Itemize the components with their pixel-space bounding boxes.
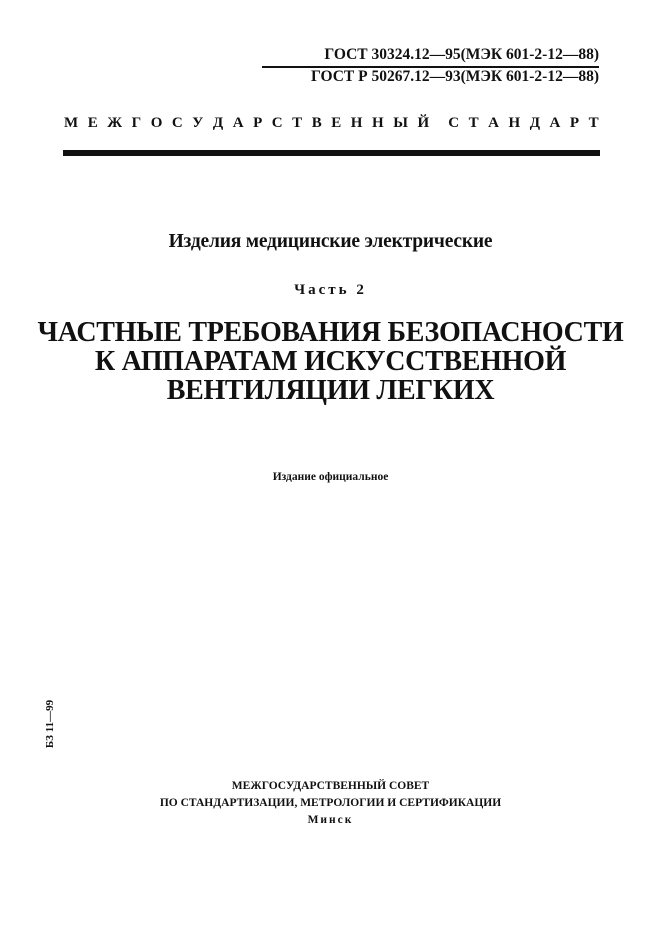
standard-type-letter: Г [131, 115, 142, 131]
standard-type-letter: А [488, 115, 499, 131]
standard-type-letter: У [192, 115, 204, 131]
standard-type-letter: Е [87, 115, 98, 131]
side-code: БЗ 11—99 [44, 699, 56, 749]
standard-type-label [64, 115, 599, 132]
standard-type-letter: С [448, 115, 460, 131]
standard-type-letter: Т [588, 115, 599, 131]
document-title [0, 318, 661, 405]
publisher-line-1: МЕЖГОСУДАРСТВЕННЫЙ СОВЕТ [231, 780, 430, 792]
standard-type-letter: Т [292, 115, 303, 131]
standard-type-letter: Д [529, 115, 541, 131]
standard-type-letter: Н [350, 115, 363, 131]
standard-type-letter: Н [508, 115, 521, 131]
gost-divider [262, 66, 599, 68]
standard-type-letter: Д [212, 115, 224, 131]
standard-type-letter: М [64, 115, 79, 131]
header-thick-rule [63, 150, 600, 156]
product-group-heading: Изделия медицинские электрические [168, 231, 493, 252]
standard-type-letter: Ы [393, 115, 408, 131]
document-title-line: ВЕНТИЛЯЦИИ ЛЕГКИХ [166, 375, 495, 406]
standard-type-letter: С [171, 115, 183, 131]
standard-type-letter: О [150, 115, 163, 131]
standard-type-letter: Р [253, 115, 263, 131]
publisher-city: Минск [307, 814, 354, 826]
publisher-block [0, 778, 661, 829]
gost-designation-2: ГОСТ Р 50267.12—93(МЭК 601-2-12—88) [311, 68, 599, 85]
gost-designation-1: ГОСТ 30324.12—95(МЭК 601-2-12—88) [324, 46, 599, 63]
edition-label: Издание официальное [272, 471, 389, 483]
standard-type-letter: Е [331, 115, 342, 131]
standard-type-letter: А [232, 115, 244, 131]
standard-type-letter: В [311, 115, 322, 131]
part-number: Часть 2 [294, 282, 367, 298]
standard-type-letter: А [549, 115, 561, 131]
standard-type-letter: Р [569, 115, 580, 131]
document-title-line: ЧАСТНЫЕ ТРЕБОВАНИЯ БЕЗОПАСНОСТИ [37, 317, 624, 348]
standard-type-letter: Й [417, 115, 430, 131]
publisher-line-2: ПО СТАНДАРТИЗАЦИИ, МЕТРОЛОГИИ И СЕРТИФИКАЦИИ [159, 797, 502, 809]
document-title-line: К АППАРАТАМ ИСКУССТВЕННОЙ [94, 346, 567, 377]
standard-type-letter: Ж [107, 115, 123, 131]
standard-type-letter: С [271, 115, 283, 131]
standard-type-letter: Н [371, 115, 384, 131]
standard-type-letter: Т [468, 115, 479, 131]
